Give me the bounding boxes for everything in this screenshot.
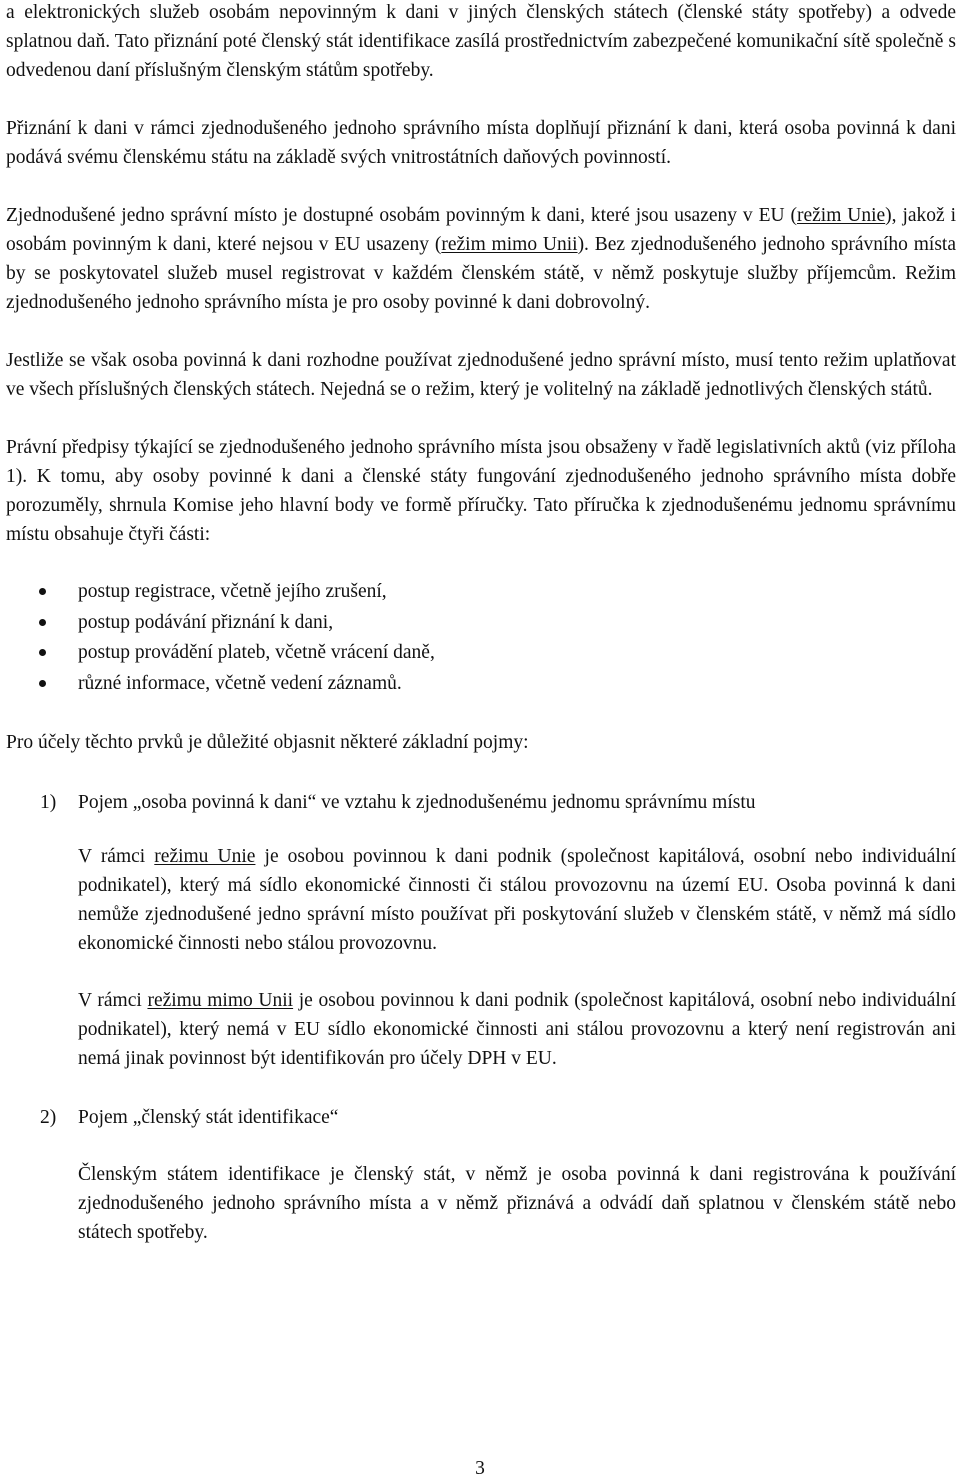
subparagraph-union-scheme — [78, 842, 956, 958]
parts-list — [6, 577, 956, 699]
link-rezimu-unie[interactable]: režimu Unie — [154, 846, 256, 867]
item-title: Pojem „osoba povinná k dani“ ve vztahu k zjednodušenému jednomu správnímu místu — [78, 792, 756, 813]
sub1-text-a: V rámci — [78, 846, 155, 867]
document-page — [6, 0, 956, 1247]
paragraph-legislation: Právní předpisy týkající se zjednodušeného jednoho správního místa jsou obsaženy v řadě legislativních aktů (viz příloha 1). K tomu, aby osoby povinné k dani a členské státy fungování zjednodušeného jednoho správního místa dobře porozuměly, shrnula Komise jeho hlavní body ve formě příručky. Tato příručka k zjednodušenému jednomu správnímu místu obsahuje čtyři části: — [6, 437, 956, 545]
list-item: postup provádění plateb, včetně vrácení daně, — [6, 638, 956, 669]
paragraph-intro-continuation: a elektronických služeb osobám nepovinným k dani v jiných členských státech (členské státy spotřeby) a odvede splatnou daň. Tato přiznání poté členský stát identifikace zasílá prostřednictvím zabezpečené komunikační sítě společně s odvedenou daní příslušným členským státům spotřeby. — [6, 2, 956, 81]
link-rezim-mimo-unii[interactable]: režim mimo Unii — [441, 234, 578, 255]
paragraph-basic-terms: Pro účely těchto prvků je důležité objasnit některé základní pojmy: — [6, 732, 529, 753]
paragraph-tax-returns: Přiznání k dani v rámci zjednodušeného jednoho správního místa doplňují přiznání k dani, která osoba povinná k dani podává svému členskému státu na základě svých vnitrostátních daňových povinností. — [6, 118, 956, 168]
sub1-text-b: je osobou povinnou k dani podnik (společnost kapitálová, osobní nebo individuální podnikatel), který má sídlo ekonomické činnosti či stálou provozovnu na území EU. Osoba povinná k dani nemůže zjednodušené jedno správní místo používat při poskytování služeb v členském státě, v němž má sídlo ekonomické činnosti nebo stálou provozovnu. — [78, 846, 957, 954]
link-rezim-unie[interactable]: režim Unie — [796, 205, 886, 226]
list-item: různé informace, včetně vedení záznamů. — [6, 669, 956, 700]
item-number: 1) — [40, 792, 57, 813]
link-rezimu-mimo-unii[interactable]: režimu mimo Unii — [147, 990, 294, 1011]
paragraph-all-states: Jestliže se však osoba povinná k dani rozhodne používat zjednodušené jedno správní místo, musí tento režim uplatňovat ve všech příslušných členských státech. Nejedná se o režim, který je volitelný na základě jednotlivých členských států. — [6, 350, 956, 400]
list-item: postup podávání přiznání k dani, — [6, 608, 956, 639]
list-item: postup registrace, včetně jejího zrušení, — [6, 577, 956, 608]
sub2-text-a: V rámci — [78, 990, 148, 1011]
numbered-item-1 — [6, 788, 956, 817]
p2-text-b: ), jakož i osobám povinným k dani, které nejsou v EU usazeny ( — [6, 205, 956, 255]
sub2-text-b: je osobou povinnou k dani podnik (společnost kapitálová, osobní nebo individuální podnikatel), který nemá v EU sídlo ekonomické činnosti ani stálou provozovnu a který není registrován ani nemá jinak povinnost být identifikován pro účely DPH v EU. — [78, 990, 957, 1069]
paragraph-availability — [6, 201, 956, 317]
numbered-item-2 — [6, 1103, 956, 1132]
page-number: 3 — [475, 1458, 485, 1479]
item-number: 2) — [40, 1107, 57, 1128]
p2-text-a: Zjednodušené jedno správní místo je dostupné osobám povinným k dani, které jsou usazeny v EU ( — [6, 205, 797, 226]
item-title: Pojem „členský stát identifikace“ — [78, 1107, 339, 1128]
subparagraph-non-union-scheme — [78, 986, 956, 1073]
p2-text-c: ). Bez zjednodušeného jednoho správního místa by se poskytovatel služeb musel registrovat v každém členském státě, v němž poskytuje služby příjemcům. Režim zjednodušeného jednoho správního místa je pro osoby povinné k dani dobrovolný. — [6, 234, 956, 313]
subparagraph-identification-state: Členským státem identifikace je členský stát, v němž je osoba povinná k dani registrována k používání zjednodušeného jednoho správního místa a v němž přiznává a odvádí daň splatnou v členském státě nebo státech spotřeby. — [78, 1164, 956, 1243]
